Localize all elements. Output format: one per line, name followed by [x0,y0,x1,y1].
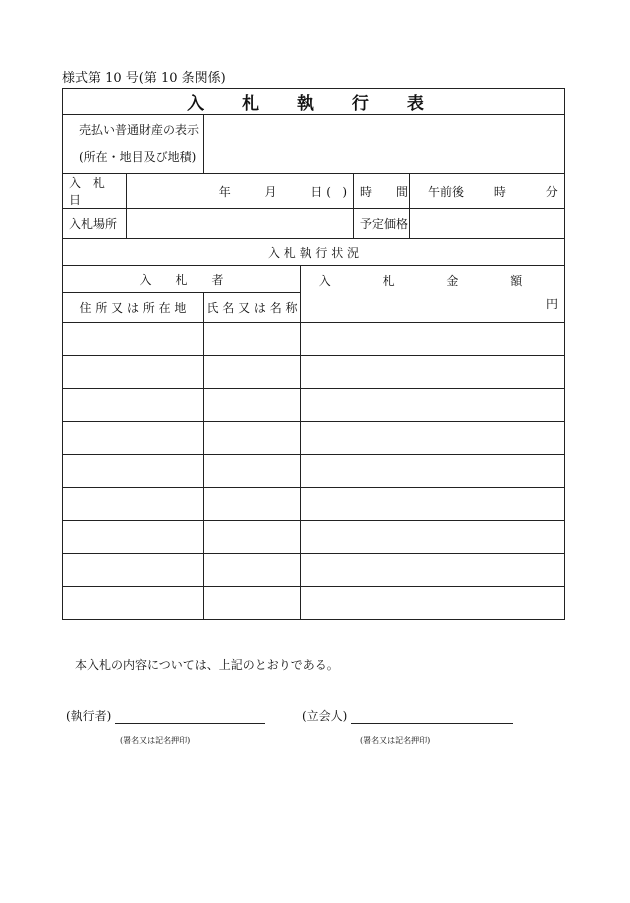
table-title: 入 札 執 行 表 [63,89,565,115]
bid-date-field[interactable] [127,174,354,209]
signature-note-2: (署名又は記名押印) [360,736,431,745]
statement: 本入札の内容については、上記のとおりである。 [75,658,339,672]
name-cell[interactable] [204,356,301,389]
executor-signature [66,707,265,724]
property-field[interactable] [204,115,565,174]
bid-row [63,356,565,389]
address-cell[interactable] [63,521,204,554]
amount-cell[interactable] [301,323,565,356]
date-year: 年 [218,184,231,199]
address-cell[interactable] [63,323,204,356]
time-hour: 時 [493,184,506,199]
name-cell[interactable] [204,422,301,455]
property-label-line2: (所在・地目及び地積) [79,150,197,164]
name-cell[interactable] [204,488,301,521]
bid-row [63,422,565,455]
property-label-line1: 売払い普通財産の表示 [79,123,200,137]
amount-cell[interactable] [301,455,565,488]
bid-place-label: 入札場所 [63,209,127,239]
address-header: 住 所 又 は 所 在 地 [63,293,204,323]
property-label [63,115,204,174]
amount-cell[interactable] [301,422,565,455]
planned-price-label: 予定価格 [354,209,410,239]
signature-note-1: (署名又は記名押印) [120,736,191,745]
address-cell[interactable] [63,488,204,521]
witness-signature [302,707,513,724]
bid-row [63,455,565,488]
executor-signature-line[interactable] [115,709,265,724]
name-cell[interactable] [204,521,301,554]
bid-row [63,587,565,620]
bid-date-label: 入 札 日 [63,174,127,209]
bid-row [63,323,565,356]
name-header: 氏 名 又 は 名 称 [204,293,301,323]
bid-row [63,389,565,422]
name-cell[interactable] [204,554,301,587]
bid-row [63,521,565,554]
time-minute: 分 [545,184,558,199]
time-ampm: 午前後 [428,184,465,199]
name-cell[interactable] [204,323,301,356]
yen-unit: 円 [545,297,558,311]
address-cell[interactable] [63,422,204,455]
witness-signature-line[interactable] [351,709,513,724]
status-header: 入 札 執 行 状 況 [63,239,565,266]
time-field[interactable] [410,174,565,209]
bid-rows [63,323,565,620]
bid-execution-table [62,88,565,620]
amount-cell[interactable] [301,521,565,554]
amount-cell[interactable] [301,488,565,521]
amount-cell[interactable] [301,587,565,620]
amount-cell[interactable] [301,554,565,587]
witness-label: (立会人) [302,709,348,723]
date-month: 月 [264,184,277,199]
bid-row [63,554,565,587]
name-cell[interactable] [204,455,301,488]
bidder-header: 入 札 者 [63,266,301,293]
form-number: 様式第 10 号(第 10 条関係) [62,71,226,86]
bid-row [63,488,565,521]
amount-cell[interactable] [301,389,565,422]
planned-price-field[interactable] [410,209,565,239]
bid-place-field[interactable] [127,209,354,239]
amount-header: 入 札 金 額 [318,274,547,288]
address-cell[interactable] [63,554,204,587]
name-cell[interactable] [204,389,301,422]
address-cell[interactable] [63,389,204,422]
time-label: 時 間 [354,174,410,209]
amount-cell[interactable] [301,356,565,389]
date-day: 日 ( ) [310,184,347,199]
amount-header-cell [301,266,565,323]
address-cell[interactable] [63,356,204,389]
address-cell[interactable] [63,587,204,620]
executor-label: (執行者) [66,709,112,723]
name-cell[interactable] [204,587,301,620]
address-cell[interactable] [63,455,204,488]
